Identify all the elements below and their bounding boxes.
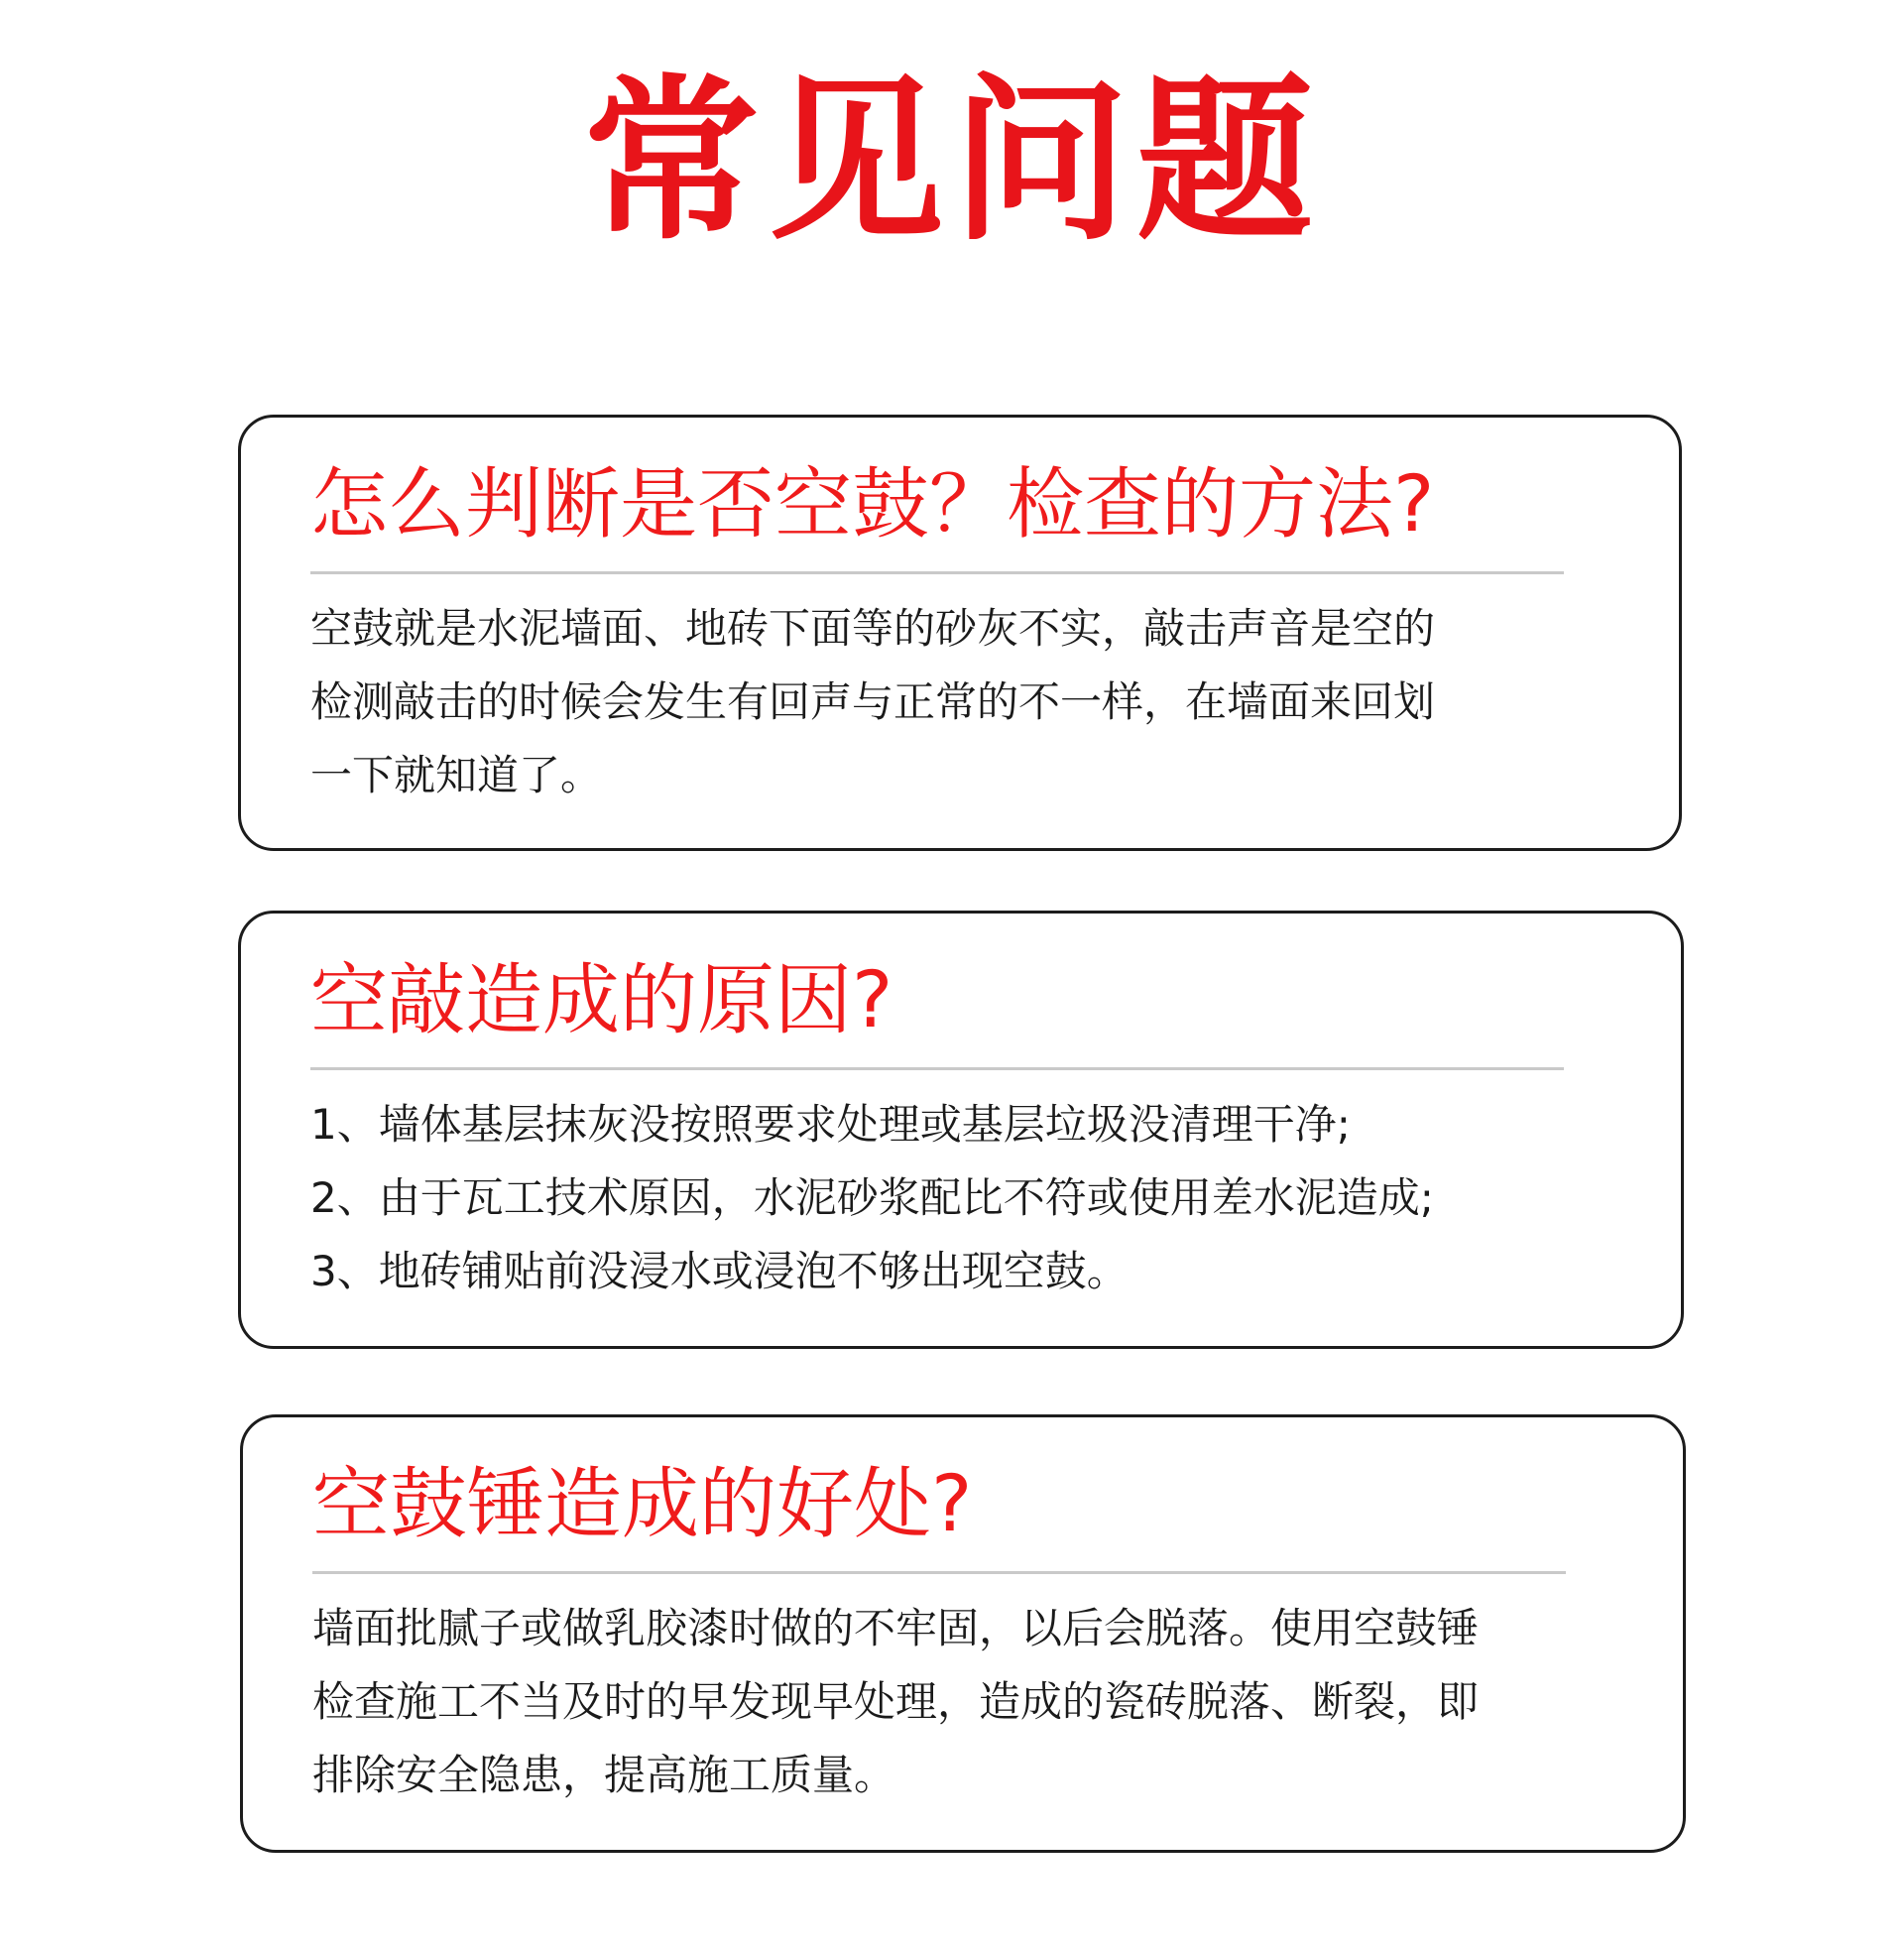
answer-line: 2、由于瓦工技术原因，水泥砂浆配比不符或使用差水泥造成; bbox=[310, 1173, 1434, 1222]
divider bbox=[310, 571, 1564, 574]
faq-card-check-method bbox=[238, 415, 1682, 851]
answer-line: 墙面批腻子或做乳胶漆时做的不牢固，以后会脱落。使用空鼓锤 bbox=[312, 1604, 1480, 1652]
answer-line: 空鼓就是水泥墙面、地砖下面等的砂灰不实，敲击声音是空的 bbox=[310, 604, 1436, 653]
answer-line: 排除安全隐患，提高施工质量。 bbox=[312, 1751, 896, 1799]
answer-line: 1、墙体基层抹灰没按照要求处理或基层垃圾没清理干净; bbox=[310, 1100, 1351, 1149]
faq-answer bbox=[310, 592, 1629, 812]
divider bbox=[312, 1571, 1566, 1574]
faq-question: 空敲造成的原因? bbox=[310, 956, 893, 1045]
faq-question: 怎么判断是否空鼓？检查的方法? bbox=[310, 460, 1435, 549]
faq-answer bbox=[310, 1088, 1629, 1308]
page-title: 常见问题 bbox=[583, 57, 1321, 264]
answer-line: 3、地砖铺贴前没浸水或浸泡不够出现空鼓。 bbox=[310, 1247, 1129, 1295]
answer-line: 一下就知道了。 bbox=[310, 751, 603, 799]
faq-question: 空鼓锤造成的好处? bbox=[312, 1460, 973, 1549]
faq-card-causes bbox=[238, 911, 1684, 1349]
answer-line: 检查施工不当及时的早发现早处理，造成的瓷砖脱落、断裂，即 bbox=[312, 1677, 1480, 1726]
answer-line: 检测敲击的时候会发生有回声与正常的不一样，在墙面来回划 bbox=[310, 677, 1436, 726]
faq-answer bbox=[312, 1592, 1631, 1812]
faq-card-benefits bbox=[240, 1414, 1686, 1853]
divider bbox=[310, 1067, 1564, 1070]
